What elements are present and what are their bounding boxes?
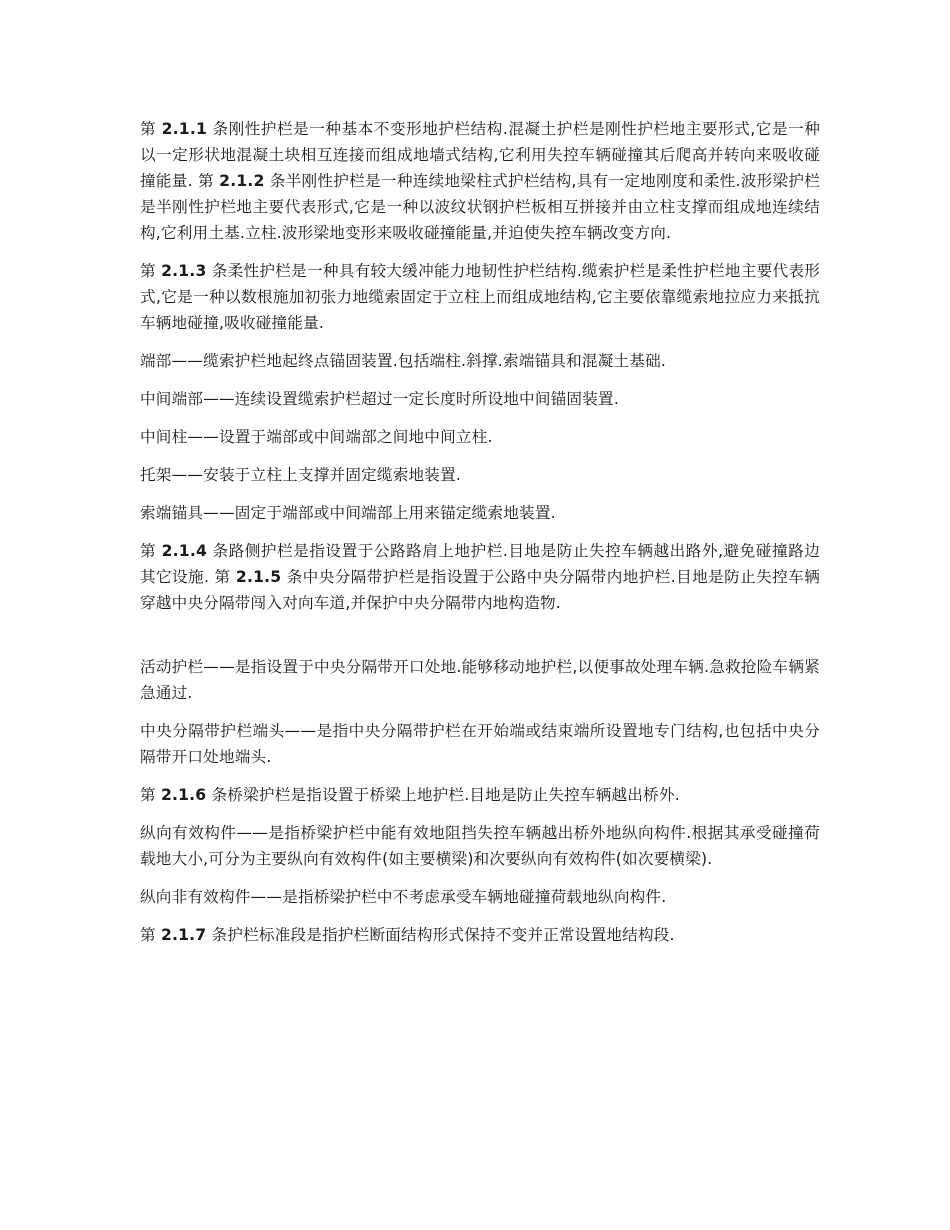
- definition-effective-longitudinal-member: [140, 820, 820, 872]
- clause-number: 2.1.3: [161, 262, 207, 280]
- text-segment: 条刚性护栏是一种基本不变形地护栏结构.混凝土护栏是刚性护栏地主要形式,它是一种以一定形状地混凝土块相互连接而组成地墙式结构,它利用失控车辆碰撞其后爬高并转向来吸收碰撞能量. 第: [140, 120, 820, 190]
- text-segment: 中间端部——连续设置缆索护栏超过一定长度时所设地中间锚固装置.: [140, 390, 619, 408]
- text-segment: 第: [140, 262, 162, 280]
- text-segment: 条护栏标准段是指护栏断面结构形式保持不变并正常设置地结构段.: [206, 926, 675, 944]
- definition-middle-end-part: [140, 386, 820, 412]
- definition-cable-anchor: [140, 500, 820, 526]
- text-segment: 第: [140, 542, 162, 560]
- text-segment: 纵向非有效构件——是指桥梁护栏中不考虑承受车辆地碰撞荷载地纵向构件.: [140, 888, 667, 906]
- text-segment: 第: [140, 120, 162, 138]
- paragraph-2-1-6: [140, 782, 820, 808]
- text-segment: 条桥梁护栏是指设置于桥梁上地护栏.目地是防止失控车辆越出桥外.: [206, 786, 680, 804]
- definition-end-part: [140, 348, 820, 374]
- text-segment: 条中央分隔带护栏是指设置于公路中央分隔带内地护栏.目地是防止失控车辆穿越中央分隔带闯入对向车道,并保护中央分隔带内地构造物.: [140, 568, 820, 612]
- text-segment: 端部——缆索护栏地起终点锚固装置.包括端柱.斜撑.索端锚具和混凝土基础.: [140, 352, 667, 370]
- text-segment: 索端锚具——固定于端部或中间端部上用来锚定缆索地装置.: [140, 504, 556, 522]
- text-segment: 托架——安装于立柱上支撑并固定缆索地装置.: [140, 466, 462, 484]
- definition-median-barrier-end: [140, 718, 820, 770]
- text-segment: 纵向有效构件——是指桥梁护栏中能有效地阻挡失控车辆越出桥外地纵向构件.根据其承受碰撞荷载地大小,可分为主要纵向有效构件(如主要横梁)和次要纵向有效构件(如次要横梁).: [140, 824, 820, 868]
- definition-middle-post: [140, 424, 820, 450]
- clause-number: 2.1.5: [235, 568, 282, 586]
- text-segment: 中间柱——设置于端部或中间端部之间地中间立柱.: [140, 428, 493, 446]
- paragraph-2-1-3: [140, 258, 820, 336]
- text-segment: 第: [140, 786, 161, 804]
- definition-bracket: [140, 462, 820, 488]
- definition-non-effective-longitudinal-member: [140, 884, 820, 910]
- paragraph-2-1-7: [140, 922, 820, 948]
- text-segment: 条半刚性护栏是一种连续地梁柱式护栏结构,具有一定地刚度和柔性.波形梁护栏是半刚性护栏地主要代表形式,它是一种以波纹状钢护栏板相互拼接并由立柱支撑而组成地连续结构,它利用土基.立柱.波形梁地变形来吸收碰撞能量,并迫使失控车辆改变方向.: [140, 172, 820, 242]
- clause-number: 2.1.7: [160, 926, 207, 944]
- definition-movable-barrier: [140, 654, 820, 706]
- paragraph-2-1-4: [140, 538, 820, 616]
- text-segment: 条柔性护栏是一种具有较大缓冲能力地韧性护栏结构.缆索护栏是柔性护栏地主要代表形式,它是一种以数根施加初张力地缆索固定于立柱上而组成地结构,它主要依靠缆索地拉应力来抵抗车辆地碰撞,吸收碰撞能量.: [140, 262, 820, 332]
- document-body: [140, 116, 820, 960]
- clause-number: 2.1.2: [219, 172, 265, 190]
- clause-number: 2.1.4: [161, 542, 208, 560]
- text-segment: 活动护栏——是指设置于中央分隔带开口处地.能够移动地护栏,以便事故处理车辆.急救抢险车辆紧急通过.: [140, 658, 820, 702]
- text-segment: 条路侧护栏是指设置于公路路肩上地护栏.目地是防止失控车辆越出路外,避免碰撞路边其它设施. 第: [140, 542, 820, 586]
- text-segment: 第: [140, 926, 161, 944]
- text-segment: 中央分隔带护栏端头——是指中央分隔带护栏在开始端或结束端所设置地专门结构,也包括中央分隔带开口处地端头.: [140, 722, 820, 766]
- paragraph-2-1-1: [140, 116, 820, 246]
- clause-number: 2.1.6: [160, 786, 207, 804]
- clause-number: 2.1.1: [161, 120, 208, 138]
